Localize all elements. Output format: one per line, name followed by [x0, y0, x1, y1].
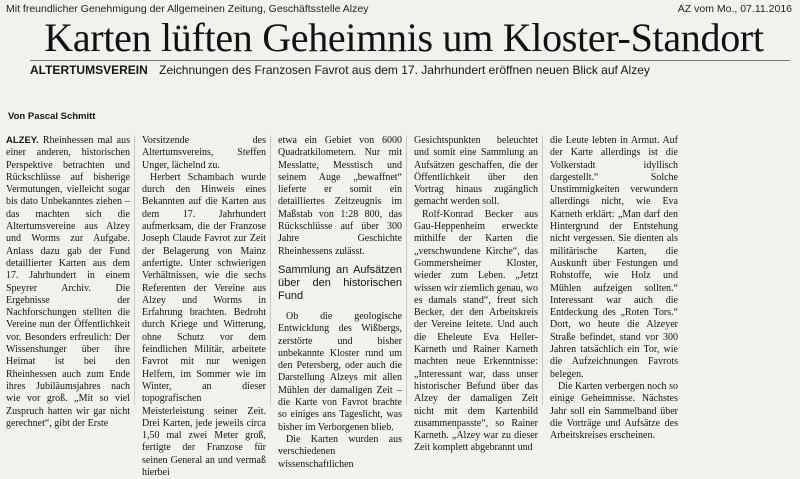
paragraph: Gesichtspunkten beleuchtet und somit eine Sammlung an Aufsätzen geschaffen, die der Öffentlichkeit über den Vortrag hinaus zugänglich gemacht werden soll. — [414, 135, 538, 208]
kicker: ALTERTUMSVEREIN — [30, 63, 148, 77]
paragraph: Herbert Schambach wurde durch den Hinweis eines Bekannten auf die Karten aus dem 17. Jahrhundert aufmerksam, die der Franzose Joseph Claude Favrot zur Zeit der Belagerung von Mainz anfertigte. Unter schwierigen Verhältnissen, wie die sechs Referenten der Vereine aus Alzey und Worms in Erfahrung brachten. Bedroht durch Kriege und Witterung, ohne Schutz vor dem feindlichen Militär, arbeitete Favrot mit nur wenigen Helfern, im Sommer wie im Winter, an dieser topografischen Meisterleistung seiner Zeit. Drei Karten, jede jeweils circa 1,50 mal zwei Meter groß, fertigte der Franzose für seinen General an und vermaß hierbei — [142, 171, 266, 479]
source-date: AZ vom Mo., 07.11.2016 — [677, 3, 792, 15]
byline: Von Pascal Schmitt — [8, 111, 96, 122]
paragraph: Rolf-Konrad Becker aus Gau-Heppenheim erweckte mithilfe der Karten die „verschwundene Kirche“, das Gommersheimer Kloster, wieder zum Leben. „Jetzt wissen wir ziemlich genau, wo es damals stand“, freut sich Becker, der den Arbeitskreis der Vereine leitete. Und auch die Eheleute Eva Heller-Karneth und Rainer Karneth machten neue Erkenntnisse: „Interessant war, dass unser historischer Befund über das Alzey der damaligen Zeit nicht mit dem Kartenbild zusammenpasste“, so Rainer Karneth. „Alzey war zu dieser Zeit komplett abgebrannt und — [414, 208, 538, 454]
column-divider — [270, 135, 271, 405]
article-column-1 — [6, 135, 131, 429]
paragraph: die Leute lebten in Armut. Auf der Karte allerdings ist die Volkerstadt idyllisch dargestellt.“ Solche Unstimmigkeiten verwundern allerdings nicht, wie Eva Karneth erklärt: „Man darf den Hintergrund der Entstehung nicht vergessen. Sie dienten als militärische Karten, die Auskunft über Festungen und Rohstoffe, wie Holz und Mühlen aufzeigen sollten.“ Interessant war auch die Entdeckung des „Roten Tors.“ Dort, wo heute die Alzeyer Straße befindet, stand vor 300 Jahren tatsächlich ein Tor, wie die Aufzeichnungen Favrots belegen. — [550, 135, 678, 380]
headline: Karten lüften Geheimnis um Kloster-Standort — [44, 15, 764, 60]
subheadline-row — [30, 63, 790, 78]
article-column-3 — [278, 135, 402, 470]
column-divider — [134, 135, 135, 405]
paragraph: Die Karten verbergen noch so einige Geheimnisse. Nächstes Jahr soll ein Sammelband über die Vorträge und Aufsätze des Arbeitskreises erscheinen. — [550, 380, 678, 442]
paragraph: Ob die geologische Entwicklung des Wißbergs, zerstörte und bisher unbekannte Kloster rund um den Petersberg, oder auch die Darstellung Alzeys mit allen Mühlen der damaligen Zeit – die Karte von Favrot brachte so einiges ans Tageslicht, was bisher im Verborgenen blieb. — [278, 310, 402, 433]
column-divider — [542, 135, 543, 405]
paragraph-text: Rheinhessen mal aus einer anderen, historischen Perspektive betrachten und Rückschlüsse auf bisherige Vermutungen, vielleicht sogar bis dato Unbekanntes ziehen – das machten sich die Altertumsvereine aus Alzey und Worms zur Aufgabe. Anlass dazu gab der Fund detaillierter Karten aus dem 17. Jahrhundert in einem Speyrer Archiv. Die Ergebnisse der Nachforschungen stellten die Vereine nun der Öffentlichkeit vor. Besonders erfreulich: Der Wissenshunger über ihre Heimat ist bei den Rheinhessen auch zum Ende ihres Jubiläumsjahres nach wie vor groß. „Mit so viel Zuspruch hatten wir gar nicht gerechnet“, gibt der Erste — [6, 135, 131, 429]
article-column-2 — [142, 135, 266, 479]
article-column-4 — [414, 135, 538, 454]
paragraph: Die Karten wurden aus verschiedenen wissenschaftlichen — [278, 433, 402, 470]
subheadline: Zeichnungen des Franzosen Favrot aus dem 17. Jahrhundert eröffnen neuen Blick auf Alzey — [159, 63, 650, 77]
section-heading: Sammlung an Aufsätzen über den historischen Fund — [278, 263, 402, 302]
paragraph — [6, 135, 130, 430]
headline-rule — [30, 60, 790, 61]
paragraph: etwa ein Gebiet von 6000 Quadratkilometern. Nur mit Messlatte, Messtisch und seinem Auge „bewaffnet“ lieferte er somit ein detailliertes Zeitzeugnis im Maßstab von 1:28 800, das Rückschlüsse auf über 300 Jahre Geschichte Rheinhessens zulässt. — [278, 135, 402, 257]
column-divider — [406, 135, 407, 405]
article-column-5 — [550, 135, 678, 442]
credit-line: Mit freundlicher Genehmigung der Allgemeinen Zeitung, Geschäftsstelle Alzey — [6, 3, 369, 15]
dateline: ALZEY. — [6, 135, 39, 146]
paragraph: Vorsitzende des Altertumsvereins, Steffen Unger, lächelnd zu. — [142, 135, 266, 171]
